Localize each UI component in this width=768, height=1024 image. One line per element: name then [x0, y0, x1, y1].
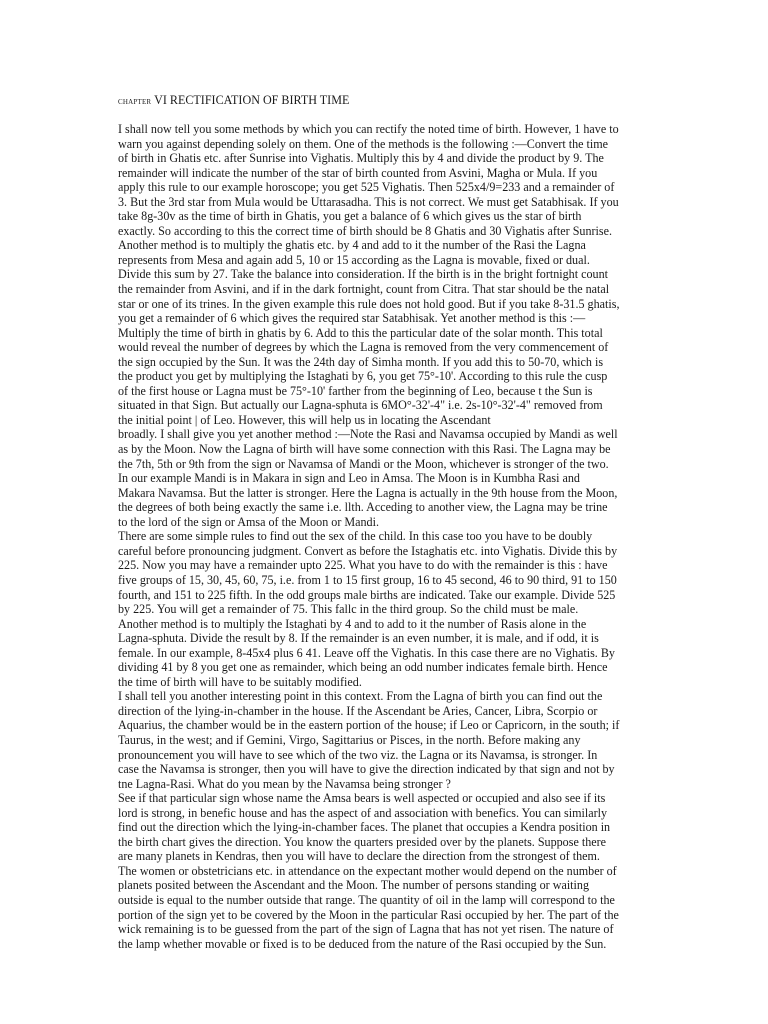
- text-line: you get a remainder of 6 which gives the required star Satabhisak. Yet another method is this :—: [118, 311, 586, 326]
- text-line: broadly. I shall give you yet another method :—Note the Rasi and Navamsa occupied by Mandi as well: [118, 427, 618, 442]
- text-line: represents from Mesa and again add 5, 10 or 15 according as the Lagna is movable, fixed or dual.: [118, 252, 590, 267]
- document-page: [118, 93, 658, 951]
- text-line: tne Lagna-Rasi. What do you mean by the Navamsa being stronger ?: [118, 776, 451, 791]
- text-line: the product you get by multiplying the Istaghati by 6, you get 75°-10'. According to this rule the cusp: [118, 369, 608, 384]
- text-line: careful before pronouncing judgment. Convert as before the Istaghatis etc. into Vighatis. Divide this by: [118, 543, 618, 558]
- paragraph: [118, 122, 658, 529]
- text-line: I shall now tell you some methods by which you can rectify the noted time of birth. However, 1 have to: [118, 122, 619, 136]
- text-line: Taurus, in the west; and if Gemini, Virgo, Sagittarius or Pisces, in the north. Before making any: [118, 732, 581, 747]
- text-line: 225. Now you may have a remainder upto 225. What you have to do with the remainder is this : have: [118, 558, 608, 573]
- paragraph: [118, 791, 658, 951]
- text-line: find out the direction which the lying-in-chamber faces. The planet that occupies a Kendra position in: [118, 820, 611, 835]
- text-line: 3. But the 3rd star from Mula would be Uttarasadha. This is not correct. We must get Satabhisak. If you: [118, 194, 619, 209]
- text-line: wick remaining is to be guessed from the part of the sign of Lagna that has not yet risen. The nature of: [118, 922, 614, 937]
- text-line: portion of the sign yet to be covered by the Moon in the particular Rasi occupied by her. The part of the: [118, 907, 619, 922]
- text-line: There are some simple rules to find out the sex of the child. In this case too you have to be doubly: [118, 529, 593, 544]
- chapter-title: VI RECTIFICATION OF BIRTH TIME: [154, 93, 350, 107]
- text-line: lord is strong, in benefic house and has the aspect of and association with benefics. You can similarly: [118, 805, 608, 820]
- text-line: the 7th, 5th or 9th from the sign or Navamsa of Mandi or the Moon, whichever is stronger of the two.: [118, 456, 609, 471]
- text-line: warn you against depending solely on them. One of the methods is the following :—Convert the time: [118, 136, 609, 151]
- text-line: the lamp whether movable or fixed is to be deduced from the nature of the Rasi occupied by the Sun.: [118, 936, 607, 951]
- text-line: Multiply the time of birth in ghatis by 6. Add to this the particular date of the solar month. This total: [118, 325, 603, 340]
- text-line: remainder will indicate the number of the star of birth counted from Asvini, Magha or Mula. If you: [118, 165, 598, 180]
- text-line: In our example Mandi is in Makara in sign and Leo in Amsa. The Moon is in Kumbha Rasi and: [118, 471, 580, 486]
- text-line: are many planets in Kendras, then you will have to declare the direction from the strongest of them.: [118, 849, 600, 864]
- text-line: case the Navamsa is stronger, then you will have to give the direction indicated by that sign and not by: [118, 762, 615, 777]
- text-line: The women or obstetricians etc. in attendance on the expectant mother would depend on the number of: [118, 863, 617, 878]
- text-line: the birth chart gives the direction. You know the quarters presided over by the planets. Suppose there: [118, 834, 607, 849]
- text-line: as by the Moon. Now the Lagna of birth will have some connection with this Rasi. The Lagna may be: [118, 442, 611, 457]
- text-line: apply this rule to our example horoscope; you get 525 Vighatis. Then 525x4/9=233 and a remainder of: [118, 180, 615, 195]
- chapter-heading: [118, 93, 658, 109]
- text-line: the sign occupied by the Sun. It was the 24th day of Simha month. If you add this to 50-70, which is: [118, 354, 604, 369]
- text-line: of birth in Ghatis etc. after Sunrise into Vighatis. Multiply this by 4 and divide the product by 9. The: [118, 151, 604, 166]
- text-line: Makara Navamsa. But the latter is stronger. Here the Lagna is actually in the 9th house from the Moon,: [118, 485, 618, 500]
- text-line: take 8g-30v as the time of birth in Ghatis, you get a balance of 6 which gives us the star of birth: [118, 209, 582, 224]
- text-line: planets posited between the Ascendant and the Moon. The number of persons standing or waiting: [118, 878, 589, 893]
- text-line: Another method is to multiply the Istaghati by 4 and to add to it the number of Rasis alone in the: [118, 616, 587, 631]
- text-line: by 225. You will get a remainder of 75. This fallc in the third group. So the child must be male.: [118, 602, 579, 617]
- text-line: pronouncement you will have to see which of the two viz. the Lagna or its Navamsa, is stronger. In: [118, 747, 598, 762]
- text-line: would reveal the number of degrees by which the Lagna is removed from the very commencement of: [118, 340, 609, 355]
- document-body: [118, 122, 658, 951]
- text-line: direction of the lying-in-chamber in the house. If the Ascendant be Aries, Cancer, Libra, Scorpio or: [118, 703, 598, 718]
- text-line: the degrees of both being exactly the same i.e. llth. Acceding to another view, the Lagna may be trine: [118, 500, 608, 515]
- text-line: the time of birth will have to be suitably modified.: [118, 674, 362, 689]
- text-line: situated in that Sign. But actually our Lagna-sphuta is 6MO°-32'-4" i.e. 2s-10°-32'-4" removed from: [118, 398, 603, 413]
- text-line: Aquarius, the chamber would be in the eastern portion of the house; if Leo or Capricorn, in the south; if: [118, 718, 620, 733]
- text-line: See if that particular sign whose name the Amsa bears is well aspected or occupied and also see if its: [118, 791, 606, 806]
- text-line: the remainder from Asvini, and if in the dark fortnight, count from Citra. That star should be the natal: [118, 282, 610, 297]
- text-line: fourth, and 151 to 225 fifth. In the odd groups male births are indicated. Take our example. Divide 525: [118, 587, 616, 602]
- text-line: exactly. So according to this the correct time of birth should be 8 Ghatis and 30 Vighatis after Sunrise.: [118, 223, 612, 238]
- chapter-prefix: CHAPTER: [118, 98, 152, 106]
- paragraph: [118, 529, 658, 689]
- text-line: of the first house or Lagna must be 75°-10' farther from the beginning of Leo, because t the Sun is: [118, 383, 593, 398]
- text-line: Lagna-sphuta. Divide the result by 8. If the remainder is an even number, it is male, and if odd, it is: [118, 631, 599, 646]
- text-line: Another method is to multiply the ghatis etc. by 4 and add to it the number of the Rasi the Lagna: [118, 238, 586, 253]
- text-line: the initial point | of Leo. However, this will help us in locating the Ascendant: [118, 412, 491, 427]
- paragraph: [118, 689, 658, 791]
- text-line: Divide this sum by 27. Take the balance into consideration. If the birth is in the bright fortnight count: [118, 267, 608, 282]
- text-line: star or one of its trines. In the given example this rule does not hold good. But if you take 8-31.5 ghatis,: [118, 296, 620, 311]
- text-line: I shall tell you another interesting point in this context. From the Lagna of birth you can find out the: [118, 689, 603, 704]
- text-line: to the lord of the sign or Amsa of the Moon or Mandi.: [118, 514, 379, 529]
- text-line: dividing 41 by 8 you get one as remainder, which being an odd number indicates female birth. Hence: [118, 660, 608, 675]
- text-line: outside is equal to the number outside that range. The quantity of oil in the lamp will correspond to the: [118, 892, 615, 907]
- text-line: five groups of 15, 30, 45, 60, 75, i.e. from 1 to 15 first group, 16 to 45 second, 46 to 90 third, 91 to 150: [118, 572, 617, 587]
- text-line: female. In our example, 8-45x4 plus 6 41. Leave off the Vighatis. In this case there are no Vighatis. By: [118, 645, 615, 660]
